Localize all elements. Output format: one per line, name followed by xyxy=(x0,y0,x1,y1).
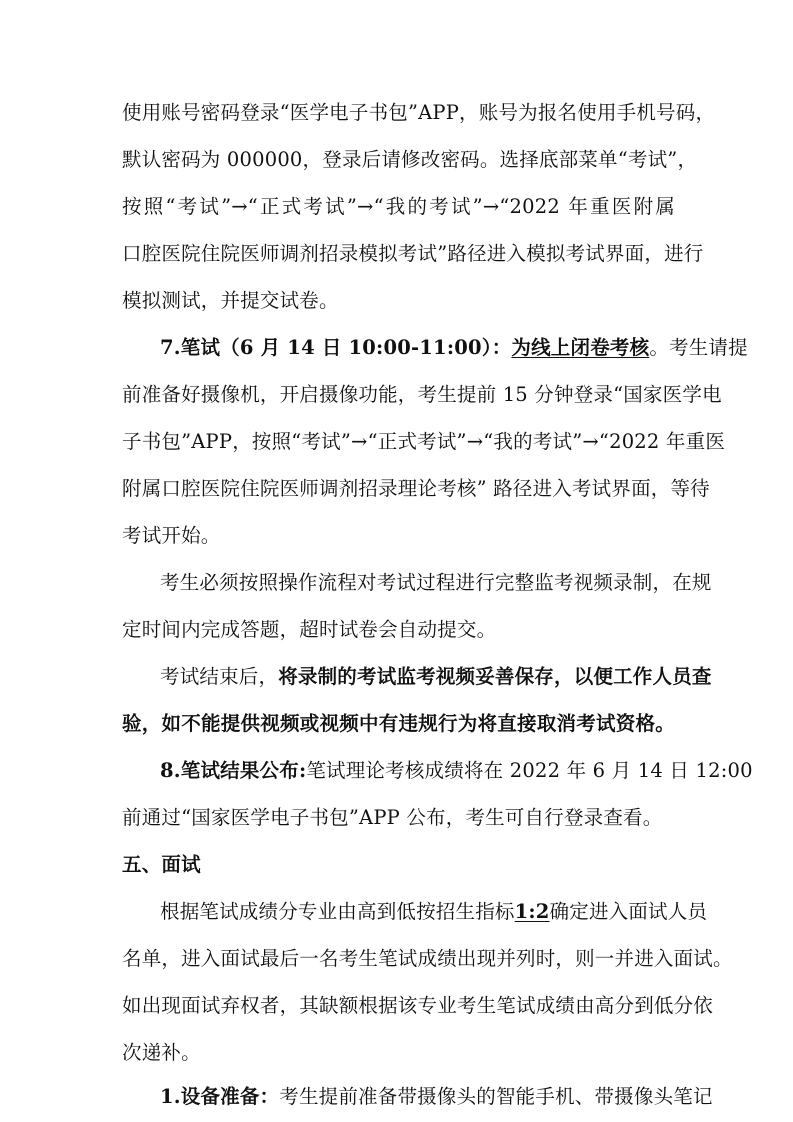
section-8-heading-line xyxy=(160,756,753,786)
paragraph-line: 口腔医院住院医师调剂招录模拟考试”路径进入模拟考试界面，进行 xyxy=(122,242,704,265)
paragraph-line: 考生必须按照操作流程对考试过程进行完整监考视频录制，在规 xyxy=(160,571,712,594)
paragraph-text: 。考生请提 xyxy=(649,336,748,359)
paragraph-text: 笔试理论考核成绩将在 2022 年 6 月 14 日 12:00 xyxy=(306,759,753,782)
section-8-heading: 8.笔试结果公布: xyxy=(160,759,307,782)
paragraph-text: 确定进入面试人员 xyxy=(549,900,708,923)
section-7-heading: 7.笔试（6 月 14 日 10:00-11:00）： xyxy=(160,336,512,359)
paragraph-line: 如出现面试弃权者，其缺额根据该专业考生笔试成绩由高分到低分依 xyxy=(122,994,714,1017)
paragraph-line: 前通过“国家医学电子书包”APP 公布，考生可自行登录查看。 xyxy=(122,806,663,829)
disqualification-notice: 验，如不能提供视频或视频中有违规行为将直接取消考试资格。 xyxy=(122,712,675,735)
paragraph-line: 模拟测试，并提交试卷。 xyxy=(122,289,339,312)
section-7-heading-line xyxy=(160,333,748,363)
exam-format-emphasis: 为线上闭卷考核 xyxy=(511,336,650,359)
paragraph-line: 按照“考试”→“正式考试”→“我的考试”→“2022 年重医附属 xyxy=(122,195,675,218)
paragraph-line: 次递补。 xyxy=(122,1041,201,1064)
ratio-emphasis: 1:2 xyxy=(514,900,550,923)
paragraph-text: 考生提前准备带摄像头的智能手机、带摄像头笔记 xyxy=(279,1085,713,1108)
equipment-heading-line xyxy=(160,1082,713,1112)
paragraph-line: 附属口腔医院住院医师调剂招录理论考核” 路径进入考试界面，等待 xyxy=(122,477,710,500)
paragraph-line xyxy=(160,897,708,927)
paragraph-line: 前准备好摄像机，开启摄像功能，考生提前 15 分钟登录“国家医学电 xyxy=(122,383,722,406)
paragraph-line xyxy=(160,662,712,692)
paragraph-line: 考试开始。 xyxy=(122,524,221,547)
paragraph-line: 使用账号密码登录“医学电子书包”APP，账号为报名使用手机号码， xyxy=(122,101,716,124)
paragraph-line: 定时间内完成答题，超时试卷会自动提交。 xyxy=(122,618,497,641)
paragraph-line: 子书包”APP，按照“考试”→“正式考试”→“我的考试”→“2022 年重医 xyxy=(122,430,726,453)
video-retention-notice: 将录制的考试监考视频妥善保存，以便工作人员查 xyxy=(278,665,712,688)
paragraph-line: 默认密码为 000000，登录后请修改密码。选择底部菜单“考试”， xyxy=(122,148,698,171)
equipment-heading: 1.设备准备： xyxy=(160,1085,280,1108)
paragraph-text: 根据笔试成绩分专业由高到低按招生指标 xyxy=(160,900,515,923)
paragraph-line: 名单，进入面试最后一名考生笔试成绩出现并列时，则一并进入面试。 xyxy=(122,947,733,970)
section-title-interview: 五、面试 xyxy=(122,853,201,876)
paragraph-text: 考试结束后， xyxy=(160,665,279,688)
